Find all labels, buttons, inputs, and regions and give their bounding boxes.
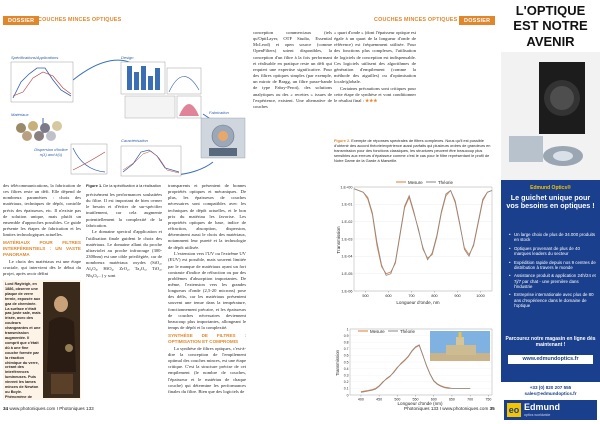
section-title-right: COUCHES MINCES OPTIQUES <box>374 17 458 23</box>
y-tick-label: 0.3 <box>343 373 349 378</box>
x-axis-label: Longueur d'onde, nm <box>396 300 440 305</box>
x-tick-label: 600 <box>430 397 437 402</box>
chart-2-container <box>334 325 496 407</box>
logo-mark-icon: eo <box>508 405 520 415</box>
x-tick-label: 800 <box>431 294 438 298</box>
material-sample <box>52 121 62 131</box>
edmund-logo <box>504 400 597 420</box>
figure-1-caption <box>86 183 162 188</box>
x-tick-label: 500 <box>394 397 401 402</box>
ad-bullet: • Un large choix de plus de 34.000 produits en stock <box>509 232 596 243</box>
ad-headline-1: L'OPTIQUE <box>515 3 586 18</box>
section-heading: MATÉRIAUX POUR FILTRES INTERFÉRENTIELS : UN VASTE PANORAMA <box>3 240 81 258</box>
y-tick-label: 0.4 <box>343 366 349 371</box>
x-tick-label: 400 <box>357 397 364 402</box>
ad-bullet: • Optiques provenant de plus de 40 marques leaders du secteur <box>509 246 596 257</box>
legend-label: Théorie <box>438 180 453 185</box>
material-sample <box>16 123 26 133</box>
rayleigh-painting <box>43 282 80 398</box>
y-tick-label: 0.1 <box>343 386 349 391</box>
figure-1-label: Figure 1. <box>86 183 103 188</box>
ad-email[interactable]: sales@edmundoptics.fr <box>524 391 577 397</box>
ad-bullet: • Entreprise internationale avec plus de 80 ans d'expérience dans le domaine de l'optique <box>509 292 596 308</box>
logo-text: Edmund <box>524 402 560 412</box>
paragraph: précisément les performances souhaitées du filtre. Il est important de bien cerner le besoin et d'éviter de sur-spécifier inutilement, car cela augmente potentiellement la complexité de la fabrication. <box>86 192 162 228</box>
history-sidebar <box>3 280 81 400</box>
material-sample <box>22 131 32 141</box>
paragraph: Le choix des matériaux est une étape cruciale, qui intervient dès le début du projet, après avoir défini <box>3 258 81 277</box>
figure-1-diagram <box>3 52 247 180</box>
material-sample <box>46 131 56 141</box>
figure-2-caption-text: Exemple de réponses spectrales de filtres complexes. Nous qu'il est possible d'obtenir des accord théorie/expérience aussi parfaits qui plusieurs ordres de grandeurs en transmission pour des fonctions classiques, les structures peuvent être beaucoup plus sensibles aux erreurs d'épaisseur comme c'est le cas pour le filtre représentant le profil de Notre Dame de la Garde à Marseille. <box>334 138 491 163</box>
ad-bullet-list <box>509 232 596 312</box>
ad-headline-2: EST NOTRE <box>513 18 588 33</box>
label-fabrication: Fabrication <box>209 110 229 115</box>
sidebar-text: Lord Rayleigh, en 1886, observe une plaque de verre ternie, exposée aux gaz de cheminée. La surface n'était pas juste sale, mais irisée, avec des couleurs changeantes et une transmission augmentée. Il comprit que c'était dû à une fine couche formée par la réaction chimique du verre, créant des interférences lumineuses. Puis vinrent les lames minces de Newton ou Boyle. Phénomène de <box>5 282 41 398</box>
label-design: Design <box>121 55 134 60</box>
legend-label: Théorie <box>400 329 415 334</box>
ad-tagline: Le guichet unique pour vos besoins en optiques ! <box>506 193 595 211</box>
label-materials: Matériaux <box>11 112 29 117</box>
chart-1-container <box>334 175 496 307</box>
chart-1 <box>334 175 496 307</box>
continuation-stars: ★★★ <box>365 98 378 104</box>
material-sample <box>40 123 50 133</box>
right-column-2 <box>334 30 416 134</box>
y-tick-label: 1.E+00 <box>340 185 353 190</box>
section-heading: SYNTHÈSE DE FILTRES : OPTIMISATION ET COMPROMIS <box>168 333 246 345</box>
paragraph: Le domaine spectral d'application et l'utilisation finale guident le choix des matériaux. Le domaine allant du proche ultraviolet au proche infrarouge (300-2300nm) est une cible privilégiée, car de nombreux matériaux oxydes (SiO₂, Al₂O₃, HfO₂, ZrO₂, Ta₂O₅, TiO₂, Nb₂O₅...) y sont <box>86 229 162 278</box>
notre-dame-photo <box>430 331 490 361</box>
ad-url-link[interactable]: www.edmundoptics.fr <box>508 355 593 364</box>
section-title-left: COUCHES MINCES OPTIQUES <box>38 17 122 23</box>
folio-left-text: www.photoniques.com I Photoniques 133 <box>8 406 94 411</box>
y-tick-label: 0.7 <box>343 347 349 352</box>
x-tick-label: 1000 <box>476 294 485 298</box>
y-tick-label: 0.6 <box>343 353 349 358</box>
chart-2 <box>334 325 496 407</box>
paragraph: conception commerciaux (tels qu'OptiLayer, OTF Studio, Essential McLeod) et open source (comme OpenFilters) soient disponibles, la conception d'un filtre à la fois performant et réalisable en pratique reste un défi qui requiert une expertise significative. Pour des filtres optiques simples (par exemple, un miroir de Bragg, un filtre passe-bande de type Fabry-Perot), des solutions analytiques ou des « recettes » issues de l'expérience, existent. Une alternative de couches <box>253 30 332 109</box>
y-tick-label: 1.E-06 <box>341 289 353 294</box>
y-tick-label: 1 <box>346 327 349 332</box>
logo-subtext: optics worldwide <box>524 413 551 417</box>
folio-right-text: Photoniques 133 I www.photoniques.com <box>404 406 490 411</box>
ad-bullet: • Expédition rapide depuis nos 9 centres de distribution à travers le monde <box>509 260 596 271</box>
ad-bullet: • Assistance produit & application 24h/24 et 7j/7 par chat - une première dans l'industrie <box>509 273 596 289</box>
label-characterization: Caractérisation <box>121 138 148 143</box>
legend-label: Mesure <box>408 180 423 185</box>
ad-lens-image <box>501 52 600 180</box>
paragraph: « quart d'onde » (dont l'épaisseur optique est égale à un quart de la longueur d'onde de référence) est fréquemment utilisée. Pour des fonctions plus complexes, l'utilisation de logiciels de conception est indispensable. Ces logiciels utilisent des algorithmes de génération d'empilement (comme la méthode des aiguilles) ou d'optimisation locale/globale. <box>334 30 416 85</box>
x-tick-label: 600 <box>385 294 392 298</box>
x-axis-label: Longueur d'onde (nm) <box>397 401 443 406</box>
ad-phone[interactable]: +33 (0) 820 207 555 <box>529 385 572 390</box>
y-tick-label: 1.E-02 <box>341 220 353 225</box>
x-tick-label: 700 <box>408 294 415 298</box>
y-tick-label: 0 <box>346 393 349 398</box>
y-tick-label: 0.5 <box>343 360 349 365</box>
paragraph: des télécommunications, la fabrication de ces filtres reste un défi. Elle dépend de nombreux paramètres : choix des matériaux, techniques de dépôt, contrôle précis des épaisseurs, etc. Il n'existe pas de solution unique, mais plutôt un ensemble d'approches possibles. Ce guide présente les étapes de fabrication et les limites technologiques actuelles. <box>3 183 81 238</box>
legend-label: Mesure <box>370 329 385 334</box>
paragraph: L'extension vers l'UV ou l'extrême UV (EUV) est possible, mais souvent limitée par le manque de matériaux ayant un fort contraste d'indice de réfraction ou par des problèmes d'absorption importantes. De même, l'extension vers les grandes longueurs d'onde (2,5-20 microns) pose des défis, car les matériaux présentent souvent une tenue dans la température, fonctionnement précaire, et les épaisseurs de couches nécessaires deviennent beaucoup plus importantes, allongeant le temps de dépôt et la complexité. <box>168 251 246 331</box>
ad-brand-line: Edmund Optics® <box>530 185 571 191</box>
y-tick-label: 1.E-04 <box>341 254 353 259</box>
left-column-3 <box>168 183 246 403</box>
page-number-left: 34 <box>3 406 9 411</box>
label-dispersion: Dispersion d'indice n(λ) and k(λ) <box>34 147 68 157</box>
series-line-mesure <box>354 189 492 274</box>
y-axis-label: Transmission <box>336 226 341 254</box>
paragraph-text: Certaines précautions sont critiques pour cette étape de synthèse et vont conditionner le résultat final : <box>334 85 416 104</box>
section-tag-right: DOSSIER <box>459 16 495 25</box>
left-column-2 <box>86 192 162 402</box>
ad-contact <box>501 385 600 397</box>
folio-right <box>404 406 495 411</box>
x-tick-label: 750 <box>485 397 492 402</box>
y-axis-label: Transmission <box>335 350 340 376</box>
paragraph <box>334 86 416 104</box>
y-tick-label: 0.8 <box>343 340 349 345</box>
figure-2-caption <box>334 138 496 163</box>
label-specs: Spécifications/Applications <box>11 55 59 60</box>
y-tick-label: 1.E-05 <box>341 272 353 277</box>
ad-headline-3: AVENIR <box>526 34 575 49</box>
x-tick-label: 500 <box>362 294 369 298</box>
ad-blue-panel <box>501 180 600 382</box>
x-tick-label: 450 <box>376 397 383 402</box>
section-tag-left: DOSSIER <box>3 16 39 25</box>
folio-left <box>3 406 94 411</box>
page-number-right: 35 <box>489 406 495 411</box>
ad-cta: Parcourez notre magasin en ligne dès maintenant ! <box>505 336 596 348</box>
y-tick-label: 0.9 <box>343 333 349 338</box>
figure-1-caption-text: De la spécification à la réalisation <box>102 183 162 188</box>
dispersion-chart-frame <box>71 144 107 174</box>
x-tick-label: 650 <box>448 397 455 402</box>
x-tick-label: 700 <box>467 397 474 402</box>
right-column-1 <box>253 30 332 134</box>
paragraph: transparents et présentent de bonnes propriétés optiques et mécaniques. De plus, les épaisseurs de couches nécessaires sont compatibles avec les techniques de dépôt actuelles, et le bon prix du matériau les favorise. Les propriétés optiques de base, indice de réfraction, absorption, dispersion, déterminent aussi le choix des matériaux, notamment leur pureté et la technologie de dépôt utilisée. <box>168 183 246 250</box>
x-tick-label: 900 <box>454 294 461 298</box>
y-tick-label: 1.E-01 <box>341 202 353 207</box>
x-tick-label: 550 <box>412 397 419 402</box>
material-sample <box>28 121 38 131</box>
figure-2-label: Figure 2. <box>334 138 351 143</box>
y-tick-label: 0.2 <box>343 380 349 385</box>
paragraph: La synthèse de filtres optiques, c'est-à-dire la conception de l'empilement optimal des couches minces, est une étape critique. C'est la structure précise de cet empilement (le nombre de couches, l'épaisseur et le matériau de chaque couche) qui détermine les performances finales du filtre. Bien que des logiciels de <box>168 345 246 394</box>
material-sample <box>34 131 44 141</box>
edmund-optics-ad[interactable] <box>501 0 600 424</box>
y-tick-label: 1.E-03 <box>341 237 353 242</box>
